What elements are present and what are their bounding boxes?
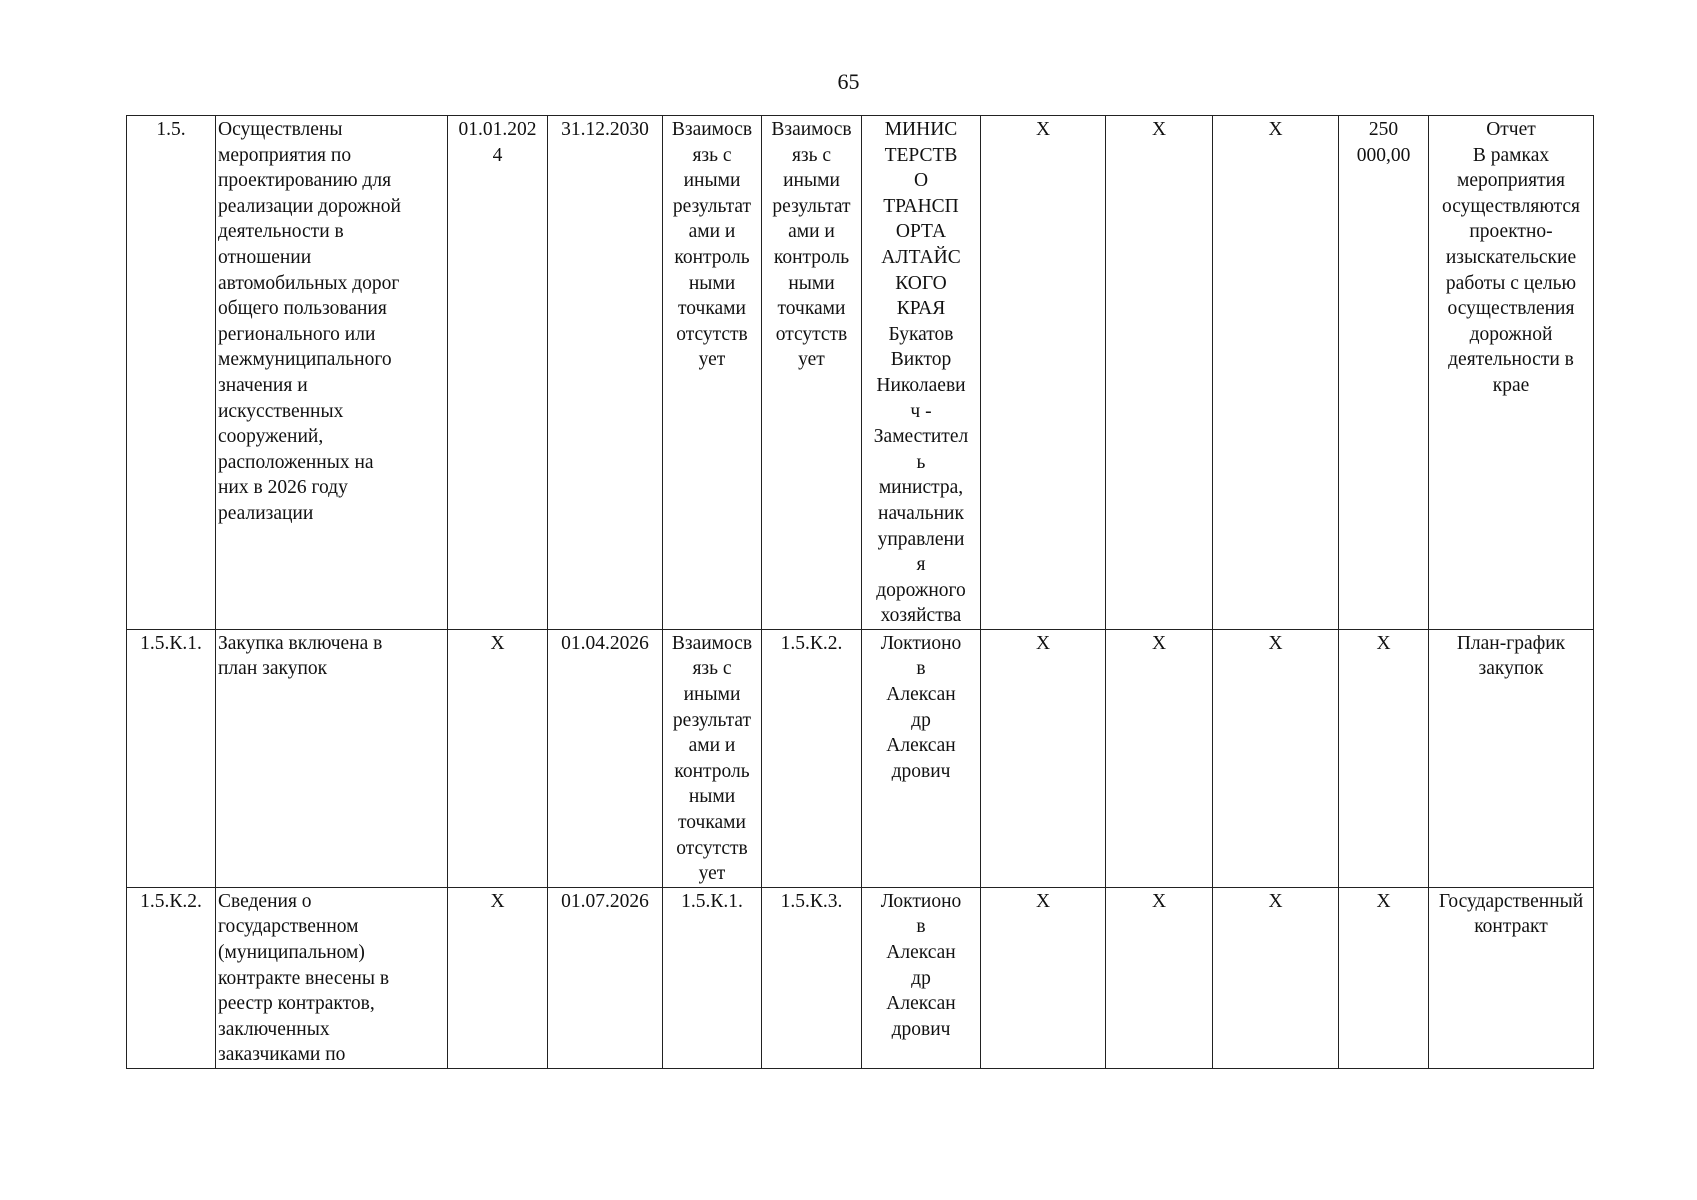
cell-text-line: X xyxy=(1035,890,1051,912)
cell-value-3 xyxy=(1213,629,1339,887)
cell-text-line: дорожного xyxy=(876,579,966,601)
cell-text-line: 1.5.К.1. xyxy=(681,890,743,912)
cell-text-line: ными xyxy=(688,786,736,808)
cell-text-line: реализации дорожной xyxy=(218,195,401,217)
cell-text-line: ОРТА xyxy=(895,221,947,243)
cell-text-line: 1.5.К.2. xyxy=(780,632,843,654)
cell-text-line: искусственных xyxy=(218,400,344,422)
cell-value-4 xyxy=(1339,629,1429,887)
cell-text-line: них в 2026 году xyxy=(218,477,348,499)
cell-text-line: мероприятия по xyxy=(218,144,352,166)
cell-document xyxy=(1429,629,1594,887)
cell-text-line: контракт xyxy=(1474,916,1548,938)
cell-text-line: язь с xyxy=(692,658,732,680)
cell-text-line: Алексан xyxy=(886,942,956,963)
cell-text-line: X xyxy=(1376,890,1391,912)
cell-text-line: значения и xyxy=(218,374,308,396)
cell-text-line: крае xyxy=(1492,374,1530,396)
table-row xyxy=(127,887,1594,1068)
cell-text-line: ует xyxy=(698,863,726,885)
cell-text-line: Букатов xyxy=(888,323,954,345)
cell-text-line: контроль xyxy=(674,760,750,782)
cell-text-line: ч - xyxy=(910,400,932,422)
cell-text-line: отношении xyxy=(218,246,312,268)
cell-number xyxy=(127,887,216,1068)
cell-text-line: автомобильных дорог xyxy=(218,272,400,294)
cell-text-line: результат xyxy=(672,709,752,731)
cell-text-line: ами и xyxy=(688,221,736,243)
cell-value-4 xyxy=(1339,116,1429,630)
cell-text-line: осуществления xyxy=(1447,298,1575,320)
cell-value-1 xyxy=(981,116,1106,630)
cell-text-line: ь xyxy=(916,451,926,473)
cell-text-line: Государственный xyxy=(1438,890,1584,912)
cell-text-line: управлени xyxy=(877,528,965,550)
cell-name xyxy=(216,887,448,1068)
cell-text-line: 01.01.202 xyxy=(458,119,537,140)
cell-text-line: Алексан xyxy=(886,684,956,706)
cell-text-line: ами и xyxy=(788,221,835,243)
cell-text-line: Взаимосв xyxy=(671,119,753,140)
cell-text-line: 01.04.2026 xyxy=(561,632,649,654)
cell-text-line: Отчет xyxy=(1486,119,1536,140)
cell-text-line: осуществляются xyxy=(1441,195,1581,217)
cell-text-line: 01.07.2026 xyxy=(561,890,649,912)
cell-text-line: межмуниципального xyxy=(218,349,392,371)
cell-text-line: О xyxy=(913,170,929,192)
cell-text-line: иными xyxy=(783,170,840,192)
cell-text-line: X xyxy=(490,890,505,912)
cell-text-line: контракте внесены в xyxy=(218,967,390,989)
cell-text-line: КОГО xyxy=(895,272,947,294)
cell-text-line: В рамках xyxy=(1472,144,1550,166)
cell-end-date xyxy=(548,116,663,630)
cell-text-line: План-график xyxy=(1456,632,1566,654)
cell-text-line: X xyxy=(1268,890,1283,912)
cell-document xyxy=(1429,887,1594,1068)
cell-value-1 xyxy=(981,629,1106,887)
cell-text-line: отсутств xyxy=(676,323,748,345)
cell-start-date xyxy=(448,629,548,887)
cell-text-line: реестр контрактов, xyxy=(218,993,375,1015)
cell-text-line: изыскательские xyxy=(1445,246,1577,268)
cell-name xyxy=(216,629,448,887)
cell-value-3 xyxy=(1213,887,1339,1068)
cell-value-1 xyxy=(981,887,1106,1068)
cell-text-line: X xyxy=(1268,119,1283,140)
cell-text-line: сооружений, xyxy=(218,426,324,448)
cell-text-line: хозяйства xyxy=(880,605,962,627)
cell-text-line: иными xyxy=(683,170,741,192)
cell-text-line: деятельности в xyxy=(218,221,344,243)
page-number: 65 xyxy=(837,69,860,94)
cell-text-line: дрович xyxy=(891,1018,951,1040)
cell-successor xyxy=(762,629,862,887)
cell-text-line: Николаеви xyxy=(876,374,966,396)
cell-text-line: в xyxy=(916,916,926,938)
cell-text-line: заключенных xyxy=(218,1018,330,1040)
cell-text-line: регионального или xyxy=(218,323,376,345)
cell-end-date xyxy=(548,629,663,887)
cell-value-2 xyxy=(1106,116,1213,630)
cell-text-line: деятельности в xyxy=(1448,349,1574,371)
cell-text-line: 1.5.К.3. xyxy=(780,890,843,912)
cell-responsible xyxy=(862,116,981,630)
cell-text-line: X xyxy=(1035,632,1051,654)
cell-text-line: 250 xyxy=(1368,119,1399,140)
cell-text-line: дорожной xyxy=(1469,323,1553,345)
cell-text-line: ами и xyxy=(688,735,736,757)
cell-text-line: Алексан xyxy=(886,993,956,1015)
cell-text-line: 4 xyxy=(492,144,503,166)
cell-text-line: 000,00 xyxy=(1356,144,1411,166)
cell-text-line: Сведения о xyxy=(218,890,312,912)
plan-table xyxy=(126,115,1594,1069)
cell-successor xyxy=(762,887,862,1068)
cell-start-date xyxy=(448,116,548,630)
cell-text-line: X xyxy=(1268,632,1283,654)
cell-text-line: др xyxy=(911,709,931,731)
cell-value-3 xyxy=(1213,116,1339,630)
cell-text-line: Виктор xyxy=(890,349,952,371)
table-row xyxy=(127,629,1594,887)
cell-value-2 xyxy=(1106,887,1213,1068)
cell-document xyxy=(1429,116,1594,630)
cell-text-line: ными xyxy=(788,272,835,294)
cell-text-line: X xyxy=(1151,119,1167,140)
cell-predecessor xyxy=(663,116,762,630)
cell-predecessor xyxy=(663,887,762,1068)
cell-text-line: контроль xyxy=(773,246,850,268)
cell-text-line: X xyxy=(1035,119,1051,140)
cell-text-line: язь с xyxy=(692,144,732,166)
cell-text-line: реализации xyxy=(218,502,314,524)
cell-text-line: общего пользования xyxy=(218,298,387,320)
cell-text-line: МИНИС xyxy=(884,119,958,140)
cell-text-line: АЛТАЙС xyxy=(881,246,961,268)
cell-text-line: ТЕРСТВ xyxy=(884,144,958,166)
cell-predecessor xyxy=(663,629,762,887)
cell-text-line: план закупок xyxy=(218,658,328,680)
cell-text-line: Взаимосв xyxy=(671,632,753,654)
cell-text-line: дрович xyxy=(891,760,951,782)
cell-text-line: закупок xyxy=(1478,658,1544,680)
cell-successor xyxy=(762,116,862,630)
cell-text-line: ует xyxy=(698,349,726,371)
cell-responsible xyxy=(862,887,981,1068)
cell-text-line: точками xyxy=(777,298,846,320)
cell-text-line: проектированию для xyxy=(218,170,392,192)
cell-text-line: Локтионо xyxy=(880,632,962,654)
cell-text-line: отсутств xyxy=(775,323,848,345)
cell-text-line: (муниципальном) xyxy=(218,942,365,963)
cell-text-line: расположенных на xyxy=(218,451,374,473)
cell-text-line: Закупка включена в xyxy=(218,632,383,654)
cell-text-line: в xyxy=(916,658,926,680)
cell-value-4 xyxy=(1339,887,1429,1068)
cell-text-line: Алексан xyxy=(886,735,956,757)
cell-text-line: государственном xyxy=(218,916,359,938)
cell-number xyxy=(127,629,216,887)
cell-text-line: X xyxy=(1151,890,1167,912)
cell-text-line: результат xyxy=(672,195,752,217)
cell-text-line: 1.5.К.1. xyxy=(140,632,202,654)
cell-text-line: иными xyxy=(683,684,741,706)
cell-value-2 xyxy=(1106,629,1213,887)
cell-text-line: Локтионо xyxy=(880,890,962,912)
cell-text-line: точками xyxy=(678,812,746,834)
cell-text-line: Взаимосв xyxy=(771,119,852,140)
cell-text-line: язь с xyxy=(791,144,832,166)
cell-text-line: X xyxy=(1151,632,1167,654)
cell-end-date xyxy=(548,887,663,1068)
cell-text-line: министра, xyxy=(878,477,964,499)
cell-text-line: начальник xyxy=(878,502,964,524)
cell-text-line: мероприятия xyxy=(1456,170,1565,192)
cell-text-line: X xyxy=(490,632,505,654)
cell-text-line: проектно- xyxy=(1469,221,1553,243)
cell-text-line: ными xyxy=(688,272,736,294)
table-row xyxy=(127,116,1594,630)
cell-number xyxy=(127,116,216,630)
cell-text-line: ТРАНСП xyxy=(883,195,959,217)
cell-text-line: 1.5.К.2. xyxy=(140,890,202,912)
cell-text-line: я xyxy=(916,554,926,576)
cell-text-line: работы с целью xyxy=(1445,272,1577,294)
cell-text-line: ует xyxy=(798,349,825,371)
cell-name xyxy=(216,116,448,630)
cell-start-date xyxy=(448,887,548,1068)
cell-text-line: др xyxy=(911,967,931,989)
cell-text-line: 31.12.2030 xyxy=(561,119,649,140)
cell-text-line: X xyxy=(1376,632,1391,654)
cell-responsible xyxy=(862,629,981,887)
cell-text-line: Осуществлены xyxy=(218,119,343,140)
cell-text-line: результат xyxy=(772,195,851,217)
cell-text-line: точками xyxy=(678,298,746,320)
cell-text-line: контроль xyxy=(674,246,750,268)
cell-text-line: отсутств xyxy=(676,837,748,859)
cell-text-line: заказчиками по xyxy=(218,1044,346,1066)
cell-text-line: КРАЯ xyxy=(896,298,946,320)
cell-text-line: Заместител xyxy=(873,426,969,448)
cell-text-line: 1.5. xyxy=(156,119,186,140)
